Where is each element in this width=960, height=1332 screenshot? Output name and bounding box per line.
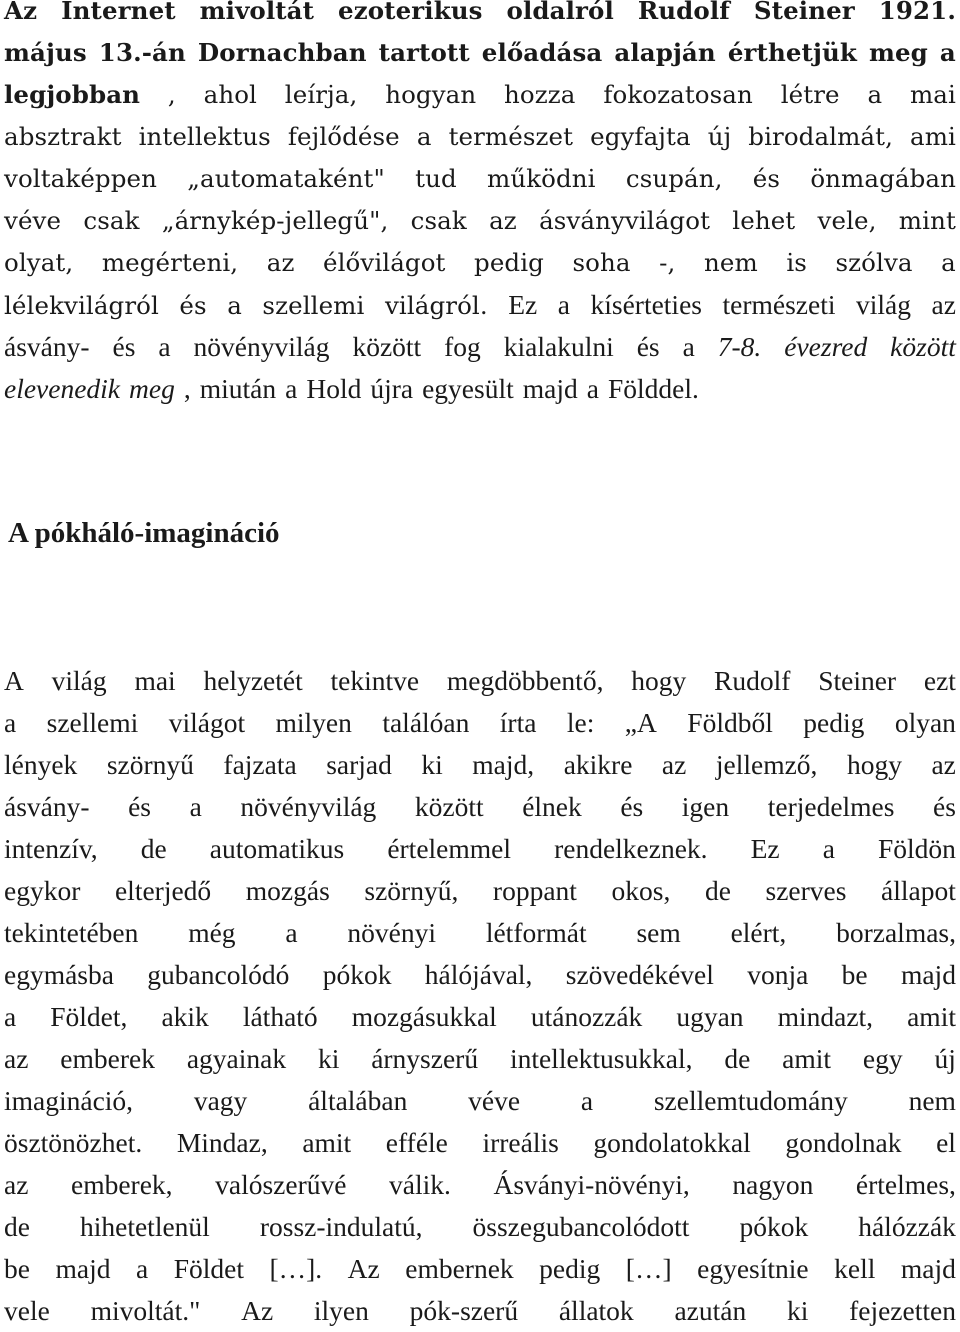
word: élővilágot bbox=[323, 248, 446, 277]
word: a bbox=[285, 917, 298, 948]
word: 7-8. bbox=[717, 331, 762, 362]
word: vagy bbox=[193, 1085, 248, 1116]
word: hozza bbox=[504, 80, 576, 109]
word: fejlődése bbox=[287, 122, 400, 151]
intro-line bbox=[4, 0, 956, 32]
word: ilyen bbox=[313, 1295, 369, 1326]
body-line bbox=[4, 828, 956, 870]
word: le: bbox=[566, 707, 595, 738]
word: az bbox=[661, 749, 687, 780]
word: soha bbox=[572, 248, 631, 277]
body-line bbox=[4, 1248, 956, 1290]
body-line bbox=[4, 1290, 956, 1332]
word: ki bbox=[317, 1043, 340, 1074]
word: sem bbox=[636, 917, 681, 948]
intro-line bbox=[4, 116, 956, 158]
intro-line bbox=[4, 242, 956, 284]
word: a bbox=[4, 707, 17, 738]
word: érthetjük bbox=[727, 38, 857, 67]
word: Földet, bbox=[50, 1001, 128, 1032]
word: meg bbox=[129, 373, 175, 404]
word: igen bbox=[681, 791, 730, 822]
word: újra bbox=[370, 373, 414, 404]
word: akikre bbox=[563, 749, 633, 780]
word: Földdel. bbox=[607, 373, 699, 404]
word: de bbox=[724, 1043, 751, 1074]
word: nem bbox=[703, 248, 758, 277]
intro-line bbox=[4, 284, 956, 326]
word: „A bbox=[624, 707, 657, 738]
word: és bbox=[112, 331, 136, 362]
word: a bbox=[822, 833, 835, 864]
word: gubancolódó bbox=[147, 959, 290, 990]
word: egyesítnie bbox=[697, 1253, 809, 1284]
word: vele, bbox=[817, 206, 877, 235]
word: legjobban bbox=[4, 80, 141, 109]
word: intellektusukkal, bbox=[509, 1043, 693, 1074]
word: nem bbox=[908, 1085, 956, 1116]
word: ásvány- bbox=[4, 331, 90, 362]
body-line bbox=[4, 954, 956, 996]
word: a bbox=[941, 248, 956, 277]
word: hálózzák bbox=[858, 1211, 956, 1242]
word: […] bbox=[625, 1253, 672, 1284]
word: gondolnak bbox=[785, 1127, 902, 1158]
word: vonja bbox=[747, 959, 809, 990]
word: azután bbox=[674, 1295, 747, 1326]
word: Földön bbox=[878, 833, 956, 864]
word: 13.-án bbox=[98, 38, 186, 67]
word: szörnyű, bbox=[364, 875, 459, 906]
word: válik. bbox=[389, 1169, 451, 1200]
word: , bbox=[183, 373, 191, 404]
word: az bbox=[4, 1043, 29, 1074]
word: a bbox=[580, 1085, 594, 1116]
word: Az bbox=[241, 1295, 274, 1326]
word: pókok bbox=[739, 1211, 809, 1242]
word: állapot bbox=[881, 875, 956, 906]
word: csak bbox=[83, 206, 140, 235]
body-line bbox=[4, 702, 956, 744]
word: mozgás bbox=[245, 875, 330, 906]
intro-line bbox=[4, 200, 956, 242]
word: emberek bbox=[60, 1043, 155, 1074]
word: Mindaz, bbox=[176, 1127, 268, 1158]
word: ásványvilágot bbox=[539, 206, 711, 235]
word: Steiner bbox=[753, 0, 855, 25]
word: véve bbox=[4, 206, 62, 235]
word: és bbox=[636, 331, 660, 362]
word: megdöbbentő, bbox=[446, 665, 604, 696]
body-line bbox=[4, 1206, 956, 1248]
word: Steiner bbox=[818, 665, 897, 696]
word: elevenedik bbox=[4, 373, 121, 404]
word: szerves bbox=[765, 875, 847, 906]
body-line bbox=[4, 786, 956, 828]
word: az bbox=[931, 749, 956, 780]
word: borzalmas, bbox=[836, 917, 956, 948]
word: növényvilág bbox=[193, 331, 330, 362]
word: között bbox=[414, 791, 484, 822]
word: előadása bbox=[481, 38, 603, 67]
word: működni bbox=[487, 164, 596, 193]
word: rendelkeznek. bbox=[554, 833, 708, 864]
word: embernek bbox=[405, 1253, 514, 1284]
word: rossz-indulatú, bbox=[259, 1211, 423, 1242]
word: intellektus bbox=[138, 122, 271, 151]
word: szellemi bbox=[262, 291, 365, 320]
word: imagináció, bbox=[4, 1085, 134, 1116]
word: Ez bbox=[508, 289, 538, 320]
word: fejezetten bbox=[849, 1295, 956, 1326]
word: majd bbox=[522, 373, 578, 404]
body-line bbox=[4, 1080, 956, 1122]
word: be bbox=[4, 1253, 30, 1284]
word: kell bbox=[834, 1253, 876, 1284]
word: megérteni, bbox=[101, 248, 239, 277]
word: és bbox=[179, 291, 207, 320]
word: véve bbox=[468, 1085, 521, 1116]
word: egyesült bbox=[422, 373, 514, 404]
word: mivoltát bbox=[199, 0, 315, 25]
word: mozgásukkal bbox=[351, 1001, 497, 1032]
word: világ bbox=[855, 289, 911, 320]
word: ami bbox=[910, 122, 956, 151]
body-line bbox=[4, 1164, 956, 1206]
word: amit bbox=[907, 1001, 956, 1032]
word: majd bbox=[900, 1253, 956, 1284]
word: ásvány- bbox=[4, 791, 90, 822]
word: ezoterikus bbox=[338, 0, 483, 25]
word: pedig bbox=[474, 248, 544, 277]
word: összegubancolódott bbox=[472, 1211, 690, 1242]
word: az bbox=[266, 248, 295, 277]
word: intenzív, bbox=[4, 833, 98, 864]
word: között bbox=[352, 331, 422, 362]
word: az bbox=[4, 1169, 29, 1200]
word: kialakulni bbox=[503, 331, 614, 362]
word: Az bbox=[4, 0, 38, 25]
word: egymásba bbox=[4, 959, 114, 990]
word: az bbox=[931, 289, 956, 320]
word: majd, bbox=[472, 749, 535, 780]
word: olyat, bbox=[4, 248, 74, 277]
word: még bbox=[188, 917, 236, 948]
word: árnyszerű bbox=[371, 1043, 479, 1074]
word: természeti bbox=[722, 289, 836, 320]
word: Dornachban bbox=[197, 38, 367, 67]
word: Ásványi-növényi, bbox=[493, 1169, 690, 1200]
word: alapján bbox=[614, 38, 716, 67]
word: növényvilág bbox=[240, 791, 377, 822]
word: értelemmel bbox=[387, 833, 511, 864]
word: jellemző, bbox=[715, 749, 818, 780]
word: az bbox=[489, 206, 517, 235]
word: hálójával, bbox=[424, 959, 533, 990]
section-heading: A pókháló-imagináció bbox=[8, 517, 280, 549]
word: és bbox=[128, 791, 152, 822]
word: fajzata bbox=[223, 749, 297, 780]
word: világot bbox=[168, 707, 246, 738]
word: irreális bbox=[482, 1127, 559, 1158]
word: évezred bbox=[784, 331, 868, 362]
word: ösztönözhet. bbox=[4, 1127, 143, 1158]
word: látható bbox=[242, 1001, 318, 1032]
word: ahol bbox=[203, 80, 257, 109]
word: ki bbox=[421, 749, 443, 780]
word: de bbox=[4, 1211, 30, 1242]
word: […]. bbox=[269, 1253, 323, 1284]
word: vele bbox=[4, 1295, 50, 1326]
word: fog bbox=[444, 331, 481, 362]
word: pedig bbox=[539, 1253, 601, 1284]
word: a bbox=[557, 289, 570, 320]
word: pók-szerű bbox=[409, 1295, 519, 1326]
word: utánozzák bbox=[530, 1001, 643, 1032]
word: és bbox=[752, 164, 781, 193]
word: 1921. bbox=[878, 0, 956, 25]
word: egy bbox=[862, 1043, 903, 1074]
word: létre bbox=[780, 80, 840, 109]
word: majd bbox=[55, 1253, 111, 1284]
word: szörnyű bbox=[106, 749, 194, 780]
word: A bbox=[4, 665, 24, 696]
word: a bbox=[135, 1253, 149, 1284]
word: hogy bbox=[846, 749, 902, 780]
word: írta bbox=[499, 707, 537, 738]
word: értelmes, bbox=[855, 1169, 956, 1200]
word: szólva bbox=[835, 248, 913, 277]
word: ugyan bbox=[676, 1001, 744, 1032]
word: lények bbox=[4, 749, 78, 780]
word: akik bbox=[161, 1001, 209, 1032]
body-line bbox=[4, 1038, 956, 1080]
word: csak bbox=[410, 206, 467, 235]
word: fokozatosan bbox=[603, 80, 753, 109]
body-line bbox=[4, 744, 956, 786]
word: amit bbox=[782, 1043, 832, 1074]
word: a bbox=[867, 80, 883, 109]
body-line bbox=[4, 996, 956, 1038]
word: önmagában bbox=[810, 164, 956, 193]
word: meg bbox=[868, 38, 928, 67]
word: mint bbox=[898, 206, 956, 235]
word: a bbox=[189, 791, 202, 822]
word: el bbox=[936, 1127, 956, 1158]
word: állatok bbox=[558, 1295, 634, 1326]
word: „árnykép-jellegű", bbox=[161, 206, 389, 235]
word: tekintetében bbox=[4, 917, 139, 948]
word: egykor bbox=[4, 875, 81, 906]
word: olyan bbox=[894, 707, 956, 738]
word: okos, bbox=[611, 875, 671, 906]
word: , bbox=[167, 80, 176, 109]
word: elért, bbox=[730, 917, 787, 948]
word: és bbox=[933, 791, 956, 822]
word: miután bbox=[199, 373, 277, 404]
word: mai bbox=[909, 80, 956, 109]
word: mai bbox=[134, 665, 176, 696]
word: Ez bbox=[750, 833, 780, 864]
word: természet bbox=[448, 122, 574, 151]
word: élnek bbox=[522, 791, 582, 822]
word: leírja, bbox=[284, 80, 358, 109]
word: tekintve bbox=[330, 665, 420, 696]
word: Az bbox=[347, 1253, 380, 1284]
word: de bbox=[704, 875, 731, 906]
word: Hold bbox=[306, 373, 362, 404]
word: milyen bbox=[275, 707, 352, 738]
word: absztrakt bbox=[4, 122, 122, 151]
word: találóan bbox=[382, 707, 470, 738]
intro-line bbox=[4, 32, 956, 74]
word: ki bbox=[786, 1295, 809, 1326]
word: között bbox=[890, 331, 956, 362]
word: Földből bbox=[687, 707, 773, 738]
word: terjedelmes bbox=[767, 791, 895, 822]
word: tud bbox=[415, 164, 457, 193]
word: automatikus bbox=[209, 833, 345, 864]
word: a bbox=[939, 38, 956, 67]
word: csupán, bbox=[625, 164, 723, 193]
word: Internet bbox=[61, 0, 176, 25]
word: tartott bbox=[378, 38, 470, 67]
word: nagyon bbox=[732, 1169, 814, 1200]
word: létformát bbox=[485, 917, 587, 948]
word: pókok bbox=[322, 959, 392, 990]
body-line bbox=[4, 870, 956, 912]
word: valószerűvé bbox=[215, 1169, 347, 1200]
word: be bbox=[841, 959, 868, 990]
word: birodalmát, bbox=[748, 122, 893, 151]
word: világról. bbox=[384, 291, 488, 320]
word: is bbox=[786, 248, 807, 277]
word: kísérteties bbox=[590, 289, 702, 320]
word: a bbox=[682, 331, 695, 362]
word: hihetetlenül bbox=[79, 1211, 210, 1242]
word: voltaképpen bbox=[4, 164, 157, 193]
word: egyfajta bbox=[590, 122, 691, 151]
word: emberek, bbox=[71, 1169, 173, 1200]
word: elterjedő bbox=[114, 875, 212, 906]
word: a bbox=[586, 373, 599, 404]
word: mindazt, bbox=[777, 1001, 874, 1032]
word: ezt bbox=[923, 665, 956, 696]
intro-line bbox=[4, 368, 956, 410]
word: oldalról bbox=[506, 0, 614, 25]
body-line bbox=[4, 660, 956, 702]
word: szövedékével bbox=[565, 959, 714, 990]
word: általában bbox=[308, 1085, 408, 1116]
word: új bbox=[707, 122, 732, 151]
word: gondolatokkal bbox=[593, 1127, 751, 1158]
word: és bbox=[620, 791, 644, 822]
word: hogyan bbox=[385, 80, 477, 109]
intro-line bbox=[4, 158, 956, 200]
word: lehet bbox=[732, 206, 796, 235]
word: a bbox=[4, 1001, 17, 1032]
word: sarjad bbox=[326, 749, 392, 780]
word: világ bbox=[51, 665, 107, 696]
body-line bbox=[4, 1122, 956, 1164]
word: -, bbox=[659, 248, 676, 277]
word: helyzetét bbox=[203, 665, 303, 696]
word: „automataként" bbox=[187, 164, 385, 193]
word: szellemi bbox=[46, 707, 139, 738]
word: lélekvilágról bbox=[4, 291, 159, 320]
word: Rudolf bbox=[714, 665, 791, 696]
word: amit bbox=[302, 1127, 352, 1158]
intro-line bbox=[4, 326, 956, 368]
word: pedig bbox=[803, 707, 865, 738]
word: május bbox=[4, 38, 87, 67]
word: mivoltát." bbox=[90, 1295, 201, 1326]
word: roppant bbox=[492, 875, 577, 906]
word: de bbox=[140, 833, 167, 864]
word: a bbox=[158, 331, 171, 362]
word: növényi bbox=[347, 917, 437, 948]
word: új bbox=[934, 1043, 956, 1074]
intro-line bbox=[4, 74, 956, 116]
word: a bbox=[285, 373, 298, 404]
word: majd bbox=[900, 959, 956, 990]
word: szellemtudomány bbox=[653, 1085, 848, 1116]
word: a bbox=[227, 291, 242, 320]
word: a bbox=[416, 122, 432, 151]
word: Rudolf bbox=[637, 0, 730, 25]
word: hogy bbox=[631, 665, 687, 696]
word: efféle bbox=[385, 1127, 448, 1158]
word: Földet bbox=[173, 1253, 244, 1284]
word: agyainak bbox=[186, 1043, 287, 1074]
body-line bbox=[4, 912, 956, 954]
